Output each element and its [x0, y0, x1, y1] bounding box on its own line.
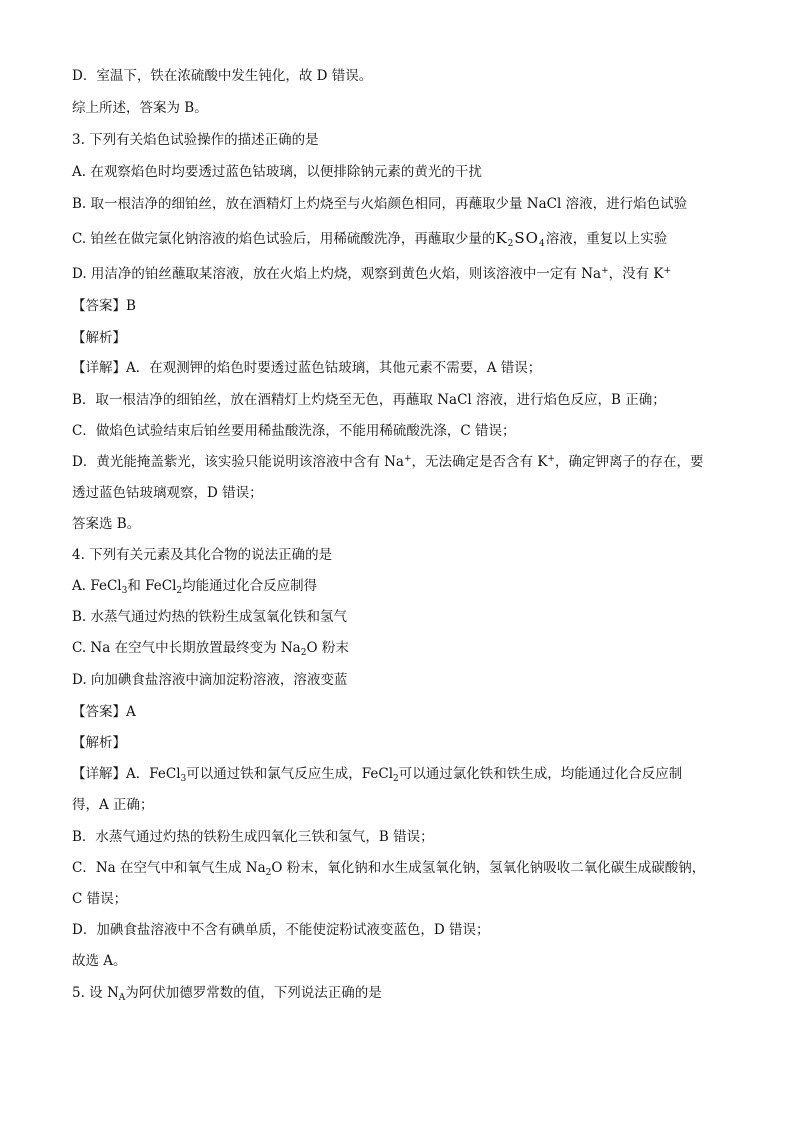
text: ，确定钾离子的存在，要 — [554, 454, 704, 470]
text: 得，A 正确； — [72, 797, 154, 813]
detail-3-line — [72, 452, 703, 472]
analysis-3-heading — [72, 328, 126, 348]
text: 4. 下列有关元素及其化合物的说法正确的是 — [72, 547, 333, 563]
question-4-stem — [72, 545, 332, 565]
subscript: 3 — [121, 586, 128, 596]
analysis-4-heading — [72, 733, 126, 753]
option-4d — [72, 670, 347, 690]
detail-3-line — [72, 514, 140, 534]
question-5-stem — [72, 983, 382, 1003]
text: 【详解】A．在观测钾的焰色时要透过蓝色钴玻璃，其他元素不需要，A 错误； — [72, 360, 542, 376]
text: B．取一根洁净的细铂丝，放在酒精灯上灼烧至无色，再蘸取 NaCl 溶液，进行焰色反应，B 正确； — [72, 392, 666, 408]
text: B. 水蒸气通过灼热的铁粉生成氢氧化铁和氢气 — [72, 609, 348, 625]
option-3b — [72, 194, 687, 214]
option-3a — [72, 162, 482, 182]
text: D．黄光能掩盖紫光，该实验只能说明该溶液中含有 Na — [72, 454, 404, 470]
subscript: 4 — [538, 239, 546, 249]
detail-4-line — [72, 827, 434, 847]
detail-3-line — [72, 358, 541, 378]
text: ，无法确定是否含有 K — [411, 454, 548, 470]
text: 【详解】A．FeCl — [72, 766, 181, 782]
superscript: + — [601, 266, 609, 276]
text: SO — [514, 229, 539, 247]
subscript: 2 — [300, 648, 307, 658]
text: A. 在观察焰色时均要透过蓝色钴玻璃，以便排除钠元素的黄光的干扰 — [72, 164, 482, 180]
superscript: + — [663, 266, 672, 276]
option-4a — [72, 576, 317, 596]
answer-value: B — [126, 298, 136, 314]
subscript: 2 — [265, 868, 272, 878]
option-4c — [72, 638, 349, 658]
text: 可以通过氯化铁和铁生成，均能通过化合反应制 — [398, 766, 683, 782]
text: 5. 设 N — [72, 985, 119, 1001]
text: 溶液，重复以上实验 — [545, 231, 668, 247]
option-3c — [72, 228, 667, 249]
superscript: + — [403, 454, 412, 464]
detail-4-line — [72, 764, 682, 784]
answer-3 — [72, 296, 136, 316]
answer-tag: 【答案】 — [72, 704, 126, 720]
answer-value: A — [126, 704, 136, 720]
text: B. 取一根洁净的细铂丝，放在酒精灯上灼烧至与火焰颜色相同，再蘸取少量 NaCl 溶液，进行焰色试验 — [72, 196, 688, 212]
option-3d — [72, 264, 671, 284]
subscript: 2 — [393, 774, 399, 784]
answer-4 — [72, 702, 136, 722]
question-3-stem — [72, 130, 319, 150]
detail-4-line — [72, 795, 154, 815]
text: O 粉末，氧化钠和水生成氢氧化钠，氢氧化钠吸收二氧化碳生成碳酸钠， — [271, 860, 706, 876]
text: B．水蒸气通过灼热的铁粉生成四氧化三铁和氢气，B 错误； — [72, 829, 434, 845]
detail-3-line — [72, 421, 515, 441]
detail-4-line — [72, 920, 489, 940]
text: C．做焰色试验结束后铂丝要用稀盐酸洗涤，不能用稀硫酸洗涤，C 错误； — [72, 423, 516, 439]
detail-3-line — [72, 483, 263, 503]
analysis-tag: 【解析】 — [72, 735, 126, 751]
text: A. FeCl — [72, 578, 122, 594]
analysis-tag: 【解析】 — [72, 330, 126, 346]
formula-k2so4 — [495, 229, 545, 247]
text: O 粉末 — [306, 640, 349, 656]
text: K — [495, 229, 508, 247]
superscript: + — [547, 454, 555, 464]
detail-4-line — [72, 858, 705, 878]
text: D．室温下，铁在浓硫酸中发生钝化，故 D 错误。 — [72, 68, 373, 84]
text-line — [72, 66, 372, 86]
text: 答案选 B。 — [72, 516, 141, 532]
option-4b — [72, 607, 347, 627]
text: 可以通过铁和氯气反应生成，FeCl — [186, 766, 394, 782]
subscript: 2 — [507, 239, 515, 249]
text: D．加碘食盐溶液中不含有碘单质，不能使淀粉试液变蓝色，D 错误； — [72, 922, 490, 938]
detail-4-line — [72, 889, 127, 909]
text: 3. 下列有关焰色试验操作的描述正确的是 — [72, 132, 319, 148]
subscript: A — [118, 993, 126, 1003]
text: D. 向加碘食盐溶液中滴加淀粉溶液，溶液变蓝 — [72, 672, 348, 688]
text: 综上所述，答案为 B。 — [72, 100, 208, 116]
text: 均能通过化合反应制得 — [182, 578, 318, 594]
text: C．Na 在空气中和氧气生成 Na — [72, 860, 266, 876]
text: C 错误； — [72, 891, 128, 907]
text: 为阿伏加德罗常数的值，下列说法正确的是 — [125, 985, 382, 1001]
text: 透过蓝色钴玻璃观察，D 错误； — [72, 485, 263, 501]
text: C. 铂丝在做完氯化钠溶液的焰色试验后，用稀硫酸洗净，再蘸取少量的 — [72, 231, 496, 247]
text: ，没有 K — [608, 266, 664, 282]
text: C. Na 在空气中长期放置最终变为 Na — [72, 640, 301, 656]
answer-tag: 【答案】 — [72, 298, 126, 314]
text: 和 FeCl — [127, 578, 177, 594]
text-line — [72, 98, 208, 118]
detail-3-line — [72, 390, 666, 410]
text: 故选 A。 — [72, 953, 127, 969]
detail-4-line — [72, 951, 127, 971]
subscript: 3 — [180, 774, 187, 784]
subscript: 2 — [176, 586, 183, 596]
text: D. 用洁净的铂丝蘸取某溶液，放在火焰上灼烧，观察到黄色火焰，则该溶液中一定有 Na — [72, 266, 602, 282]
